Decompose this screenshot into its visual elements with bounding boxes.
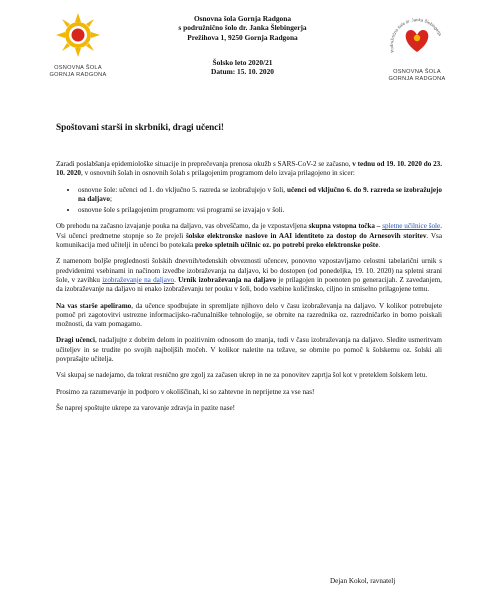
distance-learning-link[interactable]: izobraževanje na daljavo — [102, 275, 175, 284]
school-line1: Osnovna šola Gornja Radgona — [193, 14, 292, 23]
list-item: • osnovne šole: učenci od 1. do vključno 5. razreda se izobražujejo v šoli, učenci od vključno 6. do 9. razreda se izobražujejo na daljavo; — [78, 186, 442, 205]
letter-body — [56, 160, 442, 420]
meta-block — [140, 58, 345, 77]
letter-header — [0, 0, 485, 110]
paragraph-1: Zaradi poslabšanja epidemiološke situacije in preprečevanja prenosa okužb s SARS-CoV-2 se začasno, v tednu od 19. 10. 2020 do 23. 10. 2020, v osnovnih šolah in osnovnih šolah s prilagojenim programom delo izvaja prilagojeno in sicer: — [56, 160, 443, 178]
logo-right-arc: Podružnična šola dr. Janka Šlebingerja — [388, 17, 443, 53]
letter-date: Datum: 15. 10. 2020 — [210, 67, 275, 77]
greeting: Spoštovani starši in skrbniki, dragi učenci! — [56, 122, 224, 132]
school-line3: Prežihova 1, 9250 Gornja Radgona — [187, 32, 298, 42]
paragraph-7: Prosimo za razumevanje in podporo v okoliščinah, ki so zahtevne in neprijetne za vse nas! — [56, 387, 315, 396]
logo-left-text: OSNOVNA ŠOLA GORNJA RADGONA — [49, 65, 107, 78]
online-classroom-link[interactable]: spletne učilnice šole — [382, 222, 441, 231]
paragraph-8: Še naprej spoštujte ukrepe za varovanje zdravja in pazite nase! — [56, 403, 236, 412]
heart-logo-icon — [386, 12, 448, 62]
sun-logo-icon — [55, 12, 101, 58]
paragraph-4: Na vas starše apeliramo, da učence spodbujate in spremljate njihovo delo v času izobraževanja na daljavo. V kolikor potrebujete pomoč pri zagotovitvi ustrezne informacijsko-računalniške tehnologije, se obrnite na razrednika oz. razredničarko in bomo poiskali možnosti, da vam pomagamo. — [56, 301, 442, 329]
paragraph-6: Vsi skupaj se nadejamo, da tokrat resnično gre zgolj za začasen ukrep in ne za ponovitev zaprtja šol kot v preteklem šolskem letu. — [56, 371, 428, 380]
logo-right-text: OSNOVNA ŠOLA GORNJA RADGONA — [388, 69, 446, 82]
paragraph-2: Ob prehodu na začasno izvajanje pouka na daljavo, vas obveščamo, da je vzpostavljena skupna vstopna točka – spletne učilnice šole. Vsi učenci predmetne stopnje so že prejeli šolske elektronske naslove in AAI identiteto za dostop do Arnesovih storitev. Vsa komunikacija med učitelji in učenci bo potekala preko spletnih učilnic oz. po potrebi preko elektronske pošte. — [56, 222, 443, 250]
school-name-block — [140, 14, 345, 42]
school-logo-left — [46, 12, 110, 79]
school-line2: s podružnično šolo dr. Janka Šlebingerja — [178, 23, 307, 33]
school-logo-right — [382, 12, 452, 83]
paragraph-3: Z namenom boljše preglednosti šolskih dnevnih/tedenskih obveznosti učencev, ponovno vzpostavljamo celostni tabelarični urnik s predvidenimi vsebinami in načinom izvedbe izobraževanja na daljavo, ki bo dostopen (od ponedeljka, 19. 10. 2020) na spletni strani šole, v zavihku izobraževanje na daljavo. Urnik izobraževanja na daljavo je prilagojen in poenoten po generacijah. Z zavedanjem, da izobraževanje na daljavo ni enako izobraževanju ter pouku v šoli, bodo vsebine količinsko, ciljno in smiselno prilagojene temu. — [56, 257, 442, 294]
paragraph-5: Dragi učenci, nadaljujte z dobrim delom in pozitivnim odnosom do znanja, tudi v času izobraževanja na daljavo. Sledite usmeritvam učiteljev in se trudite po svojih najboljših močeh. V kolikor naletite na težave, se obrnite po pomoč k šolskemu oz. šolski ali povprašajte učitelja. — [56, 336, 442, 364]
measures-list — [56, 186, 442, 216]
signature: Dejan Kokol, ravnatelj — [330, 577, 396, 585]
school-year: Šolsko leto 2020/21 — [212, 58, 273, 67]
list-item: • osnovne šole s prilagojenim programom: vsi programi se izvajajo v šoli. — [78, 206, 442, 215]
